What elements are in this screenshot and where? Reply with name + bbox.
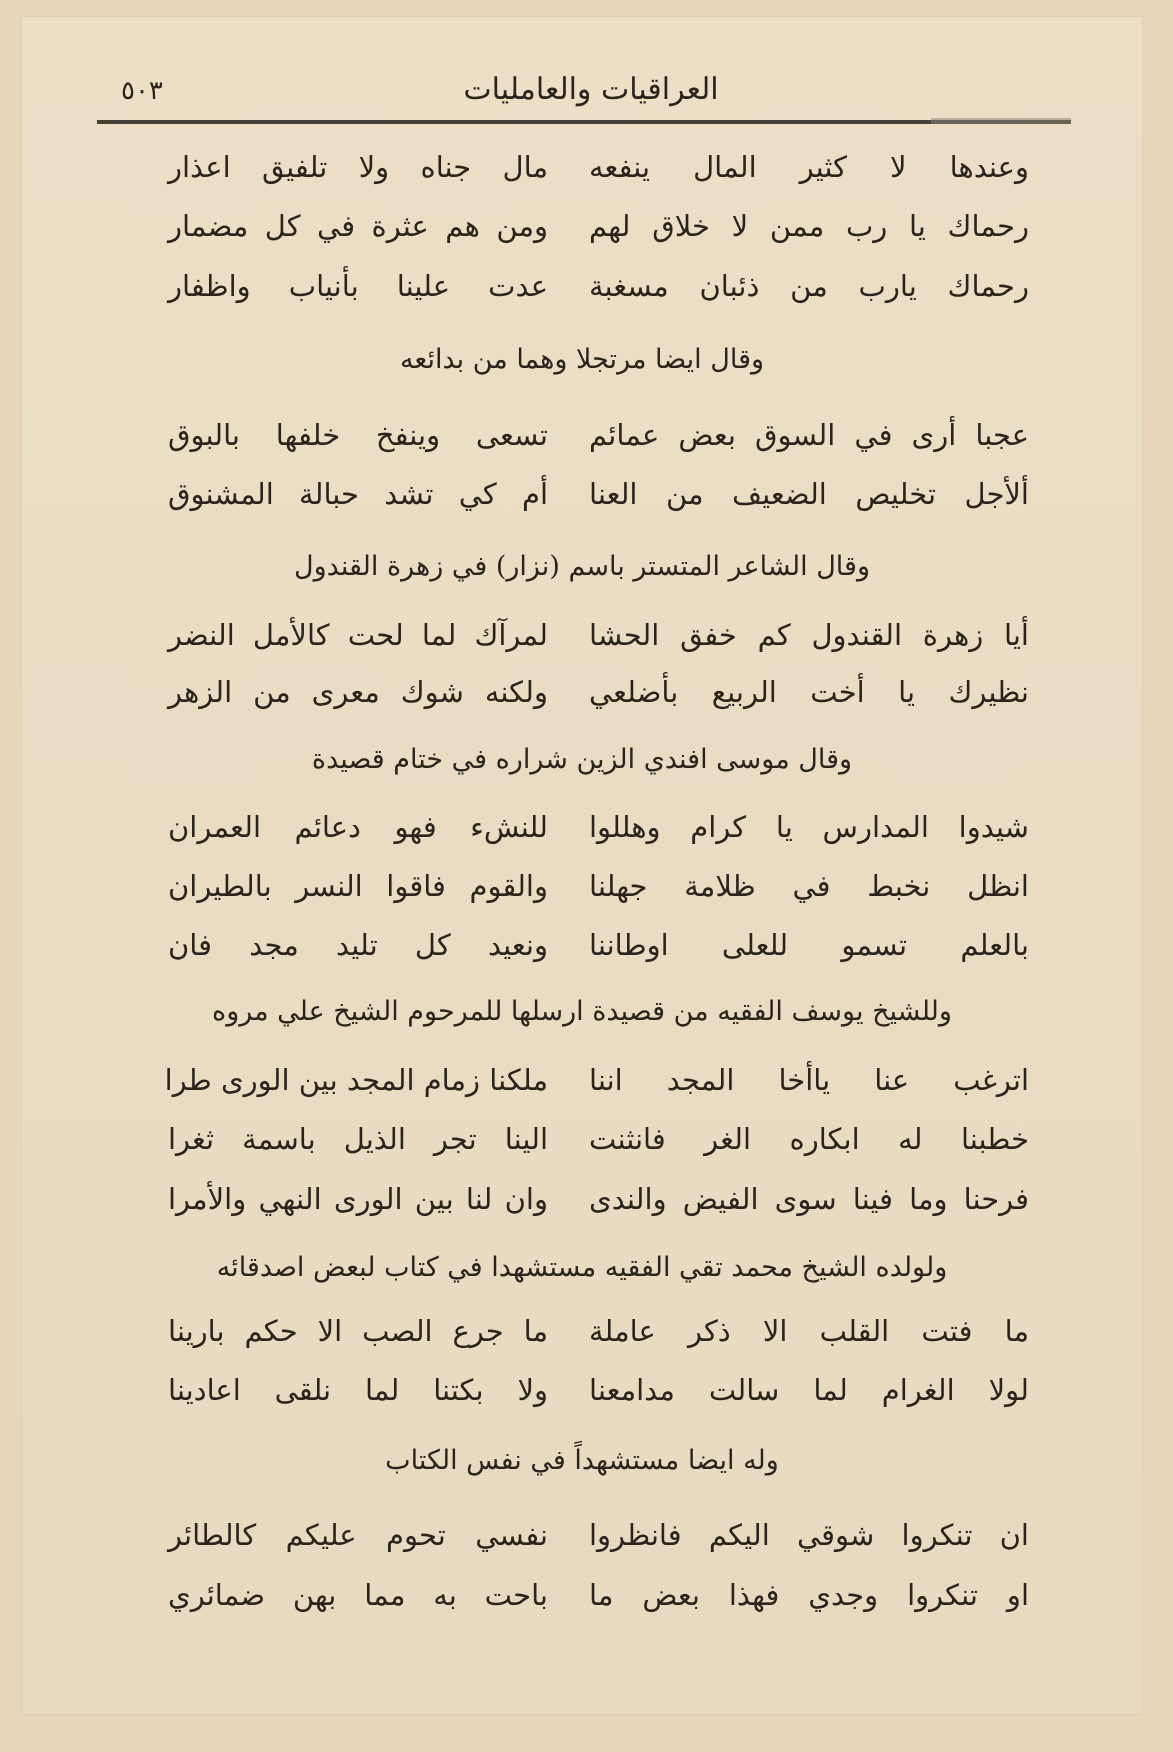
verse-right: نظيرك يا أخت الربيع بأضلعي xyxy=(589,675,1029,709)
verse-right: فرحنا وما فينا سوى الفيض والندى xyxy=(589,1182,1029,1216)
section-heading: وقال ايضا مرتجلا وهما من بدائعه xyxy=(399,344,765,375)
verse-right: شيدوا المدارس يا كرام وهللوا xyxy=(589,810,1029,844)
verse-left: نفسي تحوم عليكم كالطائر xyxy=(168,1518,548,1552)
verse-right: او تنكروا وجدي فهذا بعض ما xyxy=(589,1578,1029,1612)
verse-left: وان لنا بين الورى النهي والأمرا xyxy=(168,1182,548,1216)
verse-right: وعندها لا كثير المال ينفعه xyxy=(589,150,1029,184)
verse-left: عدت علينا بأنياب واظفار xyxy=(168,269,548,303)
verse-left: ملكنا زمام المجد بين الورى طرا xyxy=(164,1063,548,1097)
section-heading: ولولده الشيخ محمد تقي الفقيه مستشهدا في كتاب لبعض اصدقائه xyxy=(216,1252,948,1283)
verse-left: ولا بكتنا لما نلقى اعادينا xyxy=(168,1373,548,1407)
verse-right: اترغب عنا ياأخا المجد اننا xyxy=(589,1063,1029,1097)
section-heading: وله ايضا مستشهداً في نفس الكتاب xyxy=(385,1445,779,1476)
verse-left: للنشء فهو دعائم العمران xyxy=(168,810,548,844)
verse-left: ولكنه شوك معرى من الزهر xyxy=(168,675,548,709)
page-number: ٥٠٣ xyxy=(121,76,163,106)
verse-right: ان تنكروا شوقي اليكم فانظروا xyxy=(589,1518,1029,1552)
verse-right: بالعلم تسمو للعلى اوطاننا xyxy=(589,928,1029,962)
running-title: العراقيات والعامليات xyxy=(463,72,719,107)
verse-left: لمرآك لما لحت كالأمل النضر xyxy=(168,618,548,652)
verse-right: لولا الغرام لما سالت مدامعنا xyxy=(589,1373,1029,1407)
verse-left: الينا تجر الذيل باسمة ثغرا xyxy=(168,1122,548,1156)
section-heading: وقال موسى افندي الزين شراره في ختام قصيدة xyxy=(311,744,853,775)
verse-right: خطبنا له ابكاره الغر فانثنت xyxy=(589,1122,1029,1156)
verse-left: والقوم فاقوا النسر بالطيران xyxy=(168,869,548,903)
header-rule xyxy=(97,120,1071,124)
section-heading: وقال الشاعر المتستر باسم (نزار) في زهرة القندول xyxy=(294,551,870,582)
verse-left: باحت به مما بهن ضمائري xyxy=(168,1578,548,1612)
verse-left: ومن هم عثرة في كل مضمار xyxy=(168,209,548,243)
verse-left: أم كي تشد حبالة المشنوق xyxy=(168,477,548,511)
verse-right: انظل نخبط في ظلامة جهلنا xyxy=(589,869,1029,903)
verse-right: رحماك يا رب ممن لا خلاق لهم xyxy=(589,209,1029,243)
verse-left: ونعيد كل تليد مجد فان xyxy=(168,928,548,962)
verse-right: عجبا أرى في السوق بعض عمائم xyxy=(589,418,1029,452)
book-page xyxy=(21,16,1143,1715)
verse-left: تسعى وينفخ خلفها بالبوق xyxy=(168,418,548,452)
section-heading: وللشيخ يوسف الفقيه من قصيدة ارسلها للمرحوم الشيخ علي مروه xyxy=(212,996,952,1027)
verse-right: ما فتت القلب الا ذكر عاملة xyxy=(589,1314,1029,1348)
verse-right: أيا زهرة القندول كم خفق الحشا xyxy=(589,618,1029,652)
verse-left: ما جرع الصب الا حكم بارينا xyxy=(168,1314,548,1348)
verse-right: رحماك يارب من ذئبان مسغبة xyxy=(589,269,1029,303)
verse-left: مال جناه ولا تلفيق اعذار xyxy=(168,150,548,184)
verse-right: ألأجل تخليص الضعيف من العنا xyxy=(589,477,1029,511)
